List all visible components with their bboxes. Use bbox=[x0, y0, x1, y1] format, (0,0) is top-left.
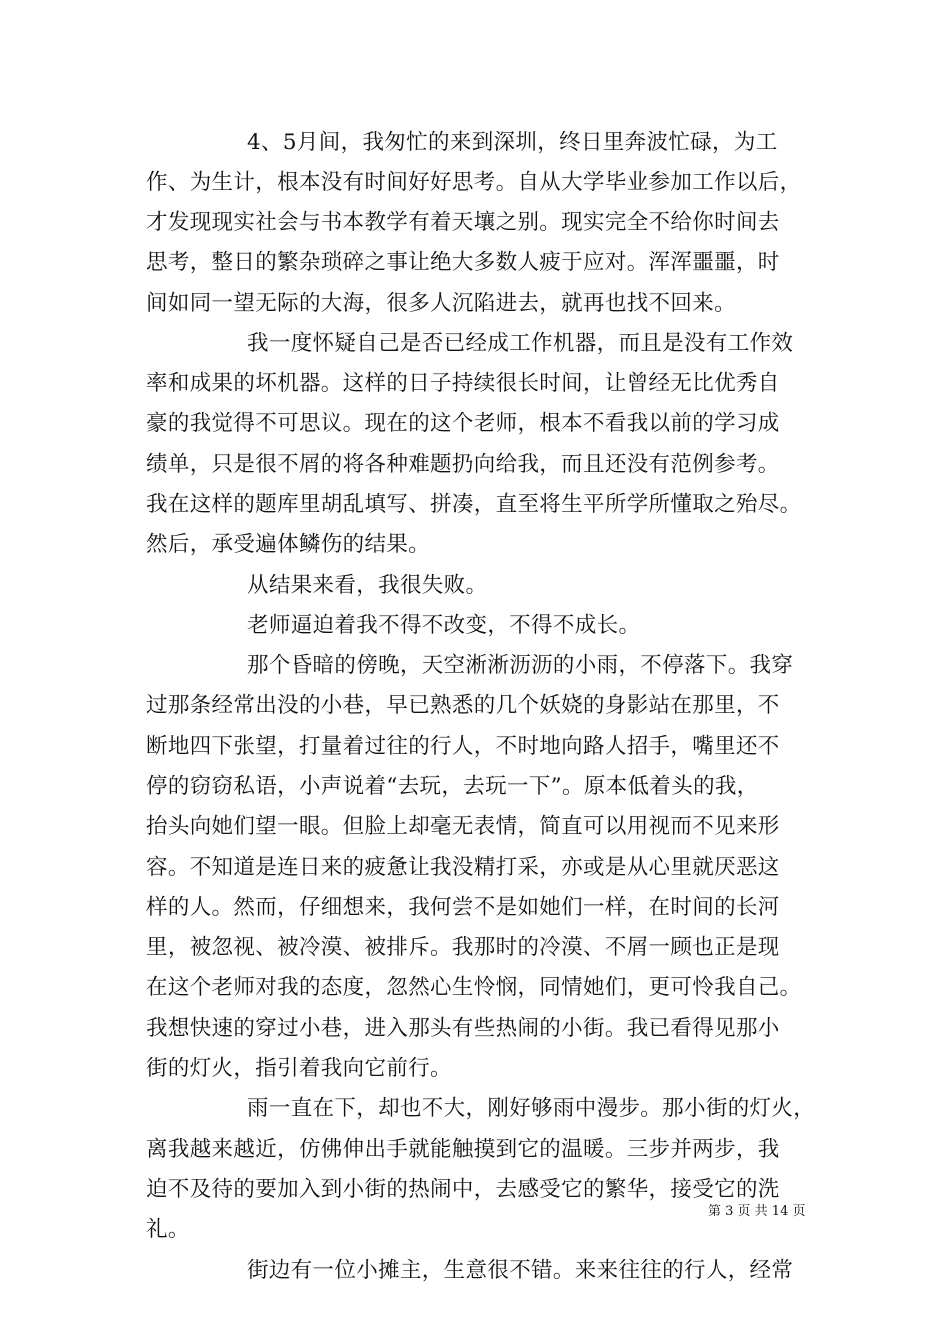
text-line: 街边有一位小摊主，生意很不错。来来往往的行人，经常 bbox=[247, 1258, 794, 1283]
text-line: 过那条经常出没的小巷，早已熟悉的几个妖娆的身影站在那里，不 bbox=[146, 693, 780, 718]
text-line: 从结果来看，我很失败。 bbox=[247, 573, 488, 598]
text-line: 雨一直在下，却也不大，刚好够雨中漫步。那小街的灯火， bbox=[247, 1096, 816, 1121]
text-line: 容。不知道是连日来的疲惫让我没精打采，亦或是从心里就厌恶这 bbox=[146, 855, 780, 880]
text-line: 离我越来越近，仿佛伸出手就能触摸到它的温暖。三步并两步，我 bbox=[146, 1137, 780, 1162]
text-line: 老师逼迫着我不得不改变，不得不成长。 bbox=[247, 613, 641, 638]
text-line: 在这个老师对我的态度，忽然心生怜悯，同情她们，更可怜我自己。 bbox=[146, 975, 802, 1000]
text-line: 样的人。然而，仔细想来，我何尝不是如她们一样，在时间的长河 bbox=[146, 895, 780, 920]
text-line: 作、为生计，根本没有时间好好思考。自从大学毕业参加工作以后， bbox=[146, 170, 802, 195]
text-line: 才发现现实社会与书本教学有着天壤之别。现实完全不给你时间去 bbox=[146, 210, 780, 235]
text-line: 间如同一望无际的大海，很多人沉陷进去，就再也找不回来。 bbox=[146, 291, 736, 316]
text-line: 绩单，只是很不屑的将各种难题扔向给我，而且还没有范例参考。 bbox=[146, 452, 780, 477]
text-line: 那个昏暗的傍晚，天空淅淅沥沥的小雨，不停落下。我穿 bbox=[247, 653, 794, 678]
text-line: 豪的我觉得不可思议。现在的这个老师，根本不看我以前的学习成 bbox=[146, 411, 780, 436]
text-line: 停的窃窃私语，小声说着“去玩，去玩一下”。原本低着头的我， bbox=[146, 774, 759, 799]
text-line: 我想快速的穿过小巷，进入那头有些热闹的小街。我已看得见那小 bbox=[146, 1016, 780, 1041]
text-line: 街的灯火，指引着我向它前行。 bbox=[146, 1056, 452, 1081]
text-line: 抬头向她们望一眼。但脸上却毫无表情，简直可以用视而不见来形 bbox=[146, 814, 780, 839]
text-line: 我一度怀疑自己是否已经成工作机器，而且是没有工作效 bbox=[247, 331, 794, 356]
text-line: 里，被忽视、被冷漠、被排斥。我那时的冷漠、不屑一顾也正是现 bbox=[146, 935, 780, 960]
text-line: 率和成果的坏机器。这样的日子持续很长时间，让曾经无比优秀自 bbox=[146, 371, 780, 396]
text-line: 4、5月间，我匆忙的来到深圳，终日里奔波忙碌，为工 bbox=[247, 130, 778, 155]
text-line: 迫不及待的要加入到小街的热闹中，去感受它的繁华，接受它的洗 bbox=[146, 1177, 780, 1202]
text-line: 思考，整日的繁杂琐碎之事让绝大多数人疲于应对。浑浑噩噩，时 bbox=[146, 250, 780, 275]
text-line: 我在这样的题库里胡乱填写、拼凑，直至将生平所学所懂取之殆尽。 bbox=[146, 492, 802, 517]
page-number-footer: 第 3 页 共 14 页 bbox=[708, 1204, 806, 1219]
text-line: 然后，承受遍体鳞伤的结果。 bbox=[146, 532, 431, 557]
text-line: 断地四下张望，打量着过往的行人，不时地向路人招手，嘴里还不 bbox=[146, 734, 780, 759]
text-line: 礼。 bbox=[146, 1217, 190, 1242]
